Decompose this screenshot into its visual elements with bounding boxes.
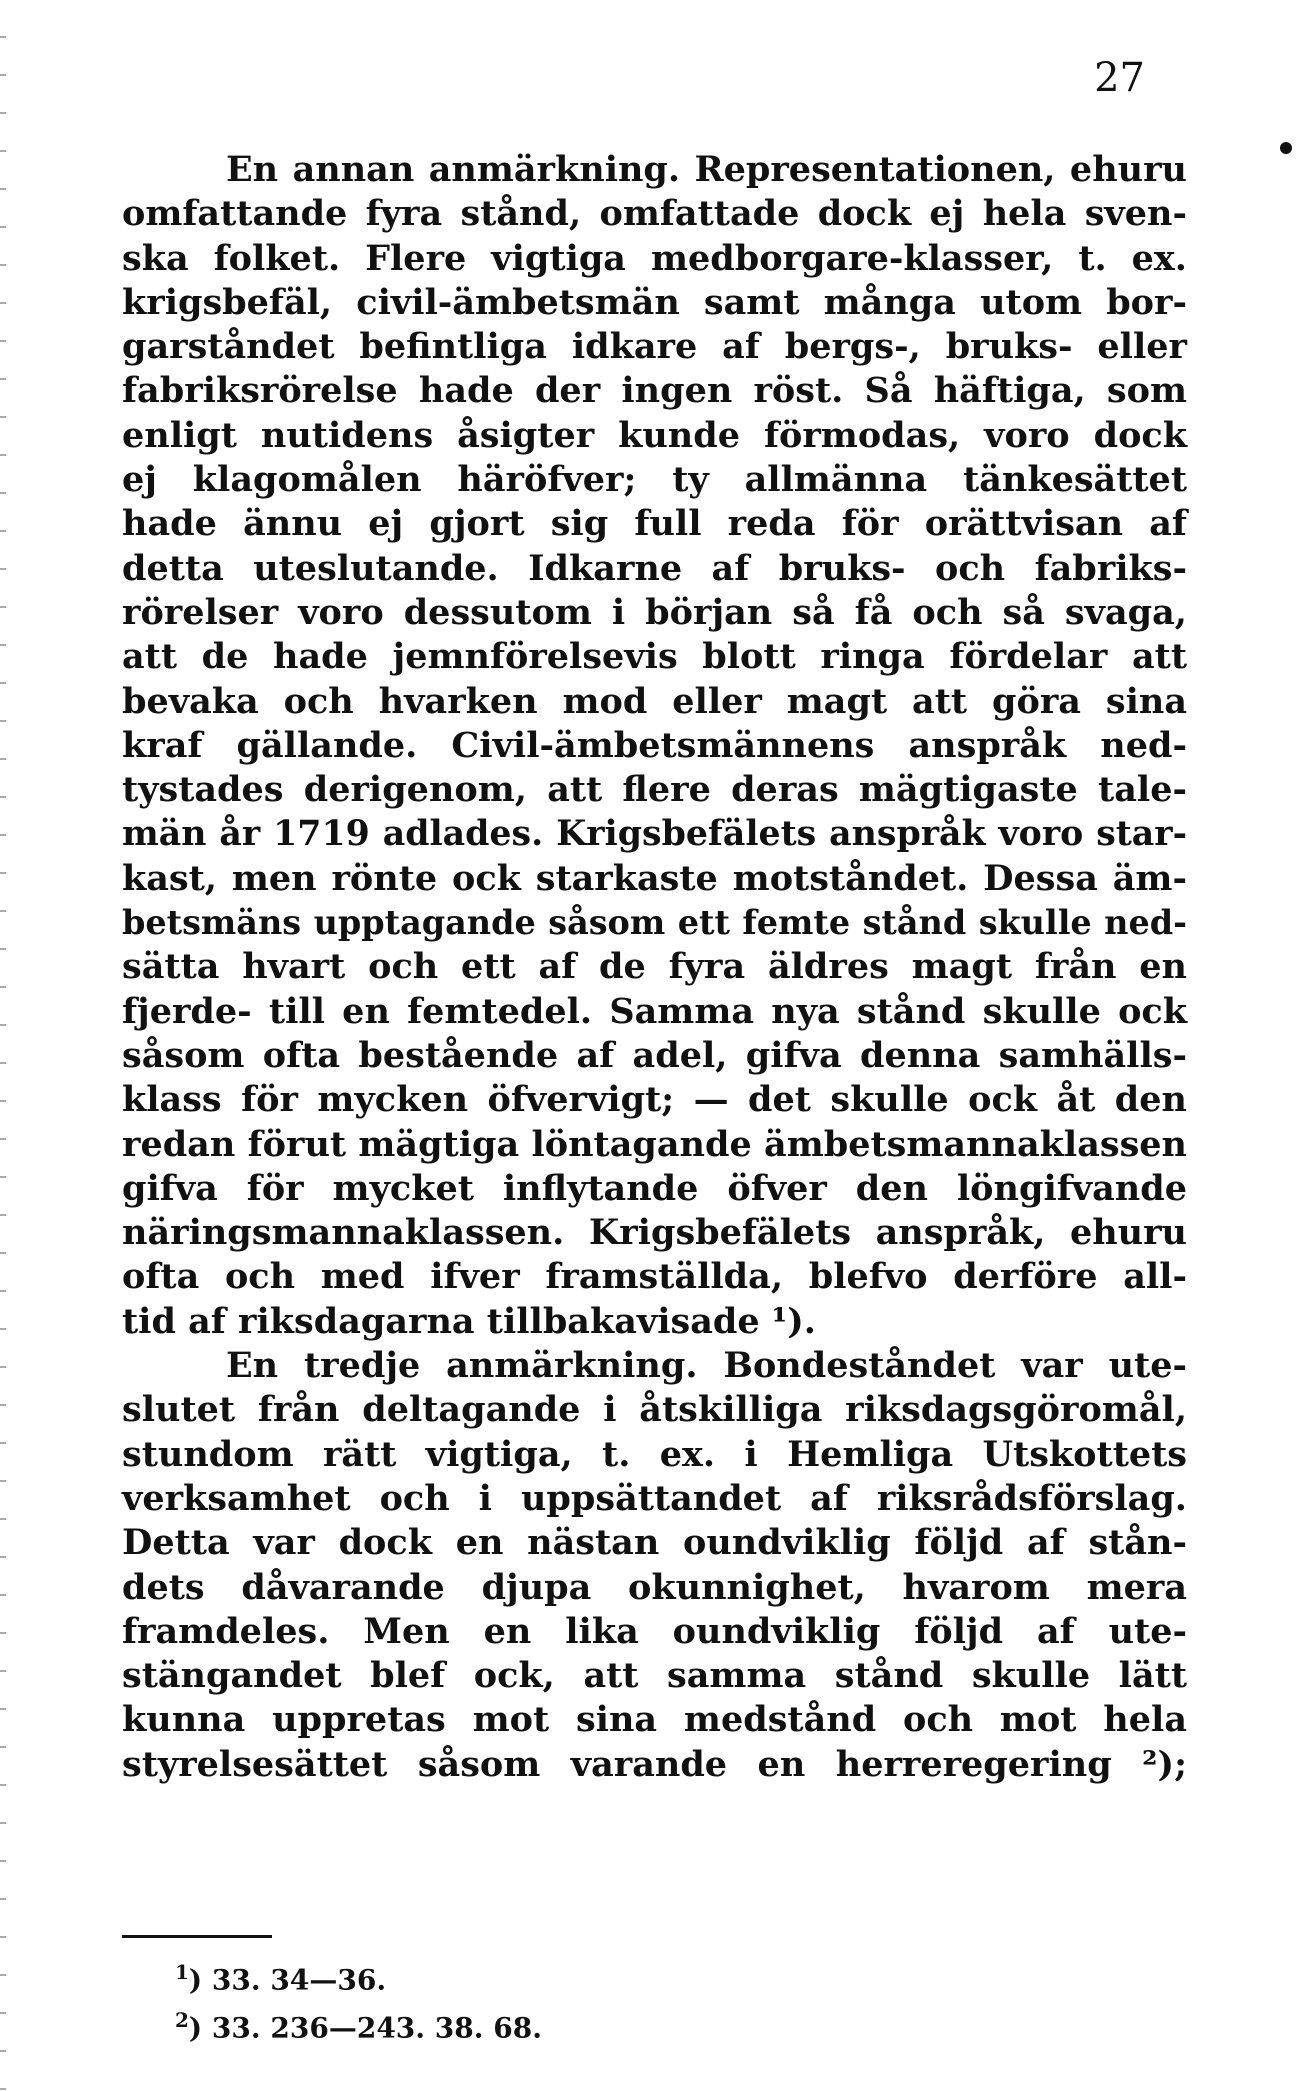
footnote-mark: 2 [175,2008,189,2033]
margin-dot [1280,142,1292,154]
text-line: hade ännu ej gjort sig full reda för orättvisan af [122,503,1187,545]
text-line: En annan anmärkning. Representationen, ehuru [226,149,1187,190]
text-line: att de hade jemnförelsevis blott ringa fördelar att [122,636,1187,678]
text-line: kast, men rönte ock starkaste motståndet. Dessa äm- [122,857,1187,899]
footnote-paren: ) [188,2011,212,2045]
text-line: verksamhet och i uppsättandet af riksrådsförslag. [122,1477,1187,1519]
text-line: enligt nutidens åsigter kunde förmodas, voro dock [122,414,1187,456]
footnotes [175,1952,542,2049]
text-line: sätta hvart och ett af de fyra äldres magt från en [122,946,1187,988]
footnote-paren: ) [188,1963,212,1997]
text-line: gifva för mycket inflytande öfver den löngifvande [122,1167,1187,1209]
text-line: framdeles. Men en lika oundviklig följd af ute- [122,1610,1187,1652]
text-line: omfattande fyra stånd, omfattade dock ej hela sven- [122,193,1187,235]
text-line: En tredje anmärkning. Bondeståndet var ute- [226,1345,1187,1387]
footnote-text: 33. 236—243. 38. 68. [211,2011,542,2045]
text-line: dets dåvarande djupa okunnighet, hvarom mera [122,1566,1187,1608]
text-line: krigsbefäl, civil-ämbetsmän samt många utom bor- [122,281,1187,323]
text-line: ej klagomålen häröfver; ty allmänna tänkesättet [122,459,1187,501]
text-line: rörelser voro dessutom i början så få och så svaga, [122,591,1187,633]
text-line: fjerde- till en femtedel. Samma nya stånd skulle ock [122,990,1187,1032]
footnote [175,2000,542,2048]
text-line: klass för mycken öfvervigt; — det skulle ock åt den [122,1079,1187,1121]
text-line: garståndet befintliga idkare af bergs-, bruks- eller [122,326,1187,368]
text-line: stundom rätt vigtiga, t. ex. i Hemliga Utskottets [122,1433,1187,1475]
text-line: ska folket. Flere vigtiga medborgare-klasser, t. ex. [122,237,1187,279]
text-line: tid af riksdagarna tillbakavisade ¹). [122,1300,816,1342]
text-line: detta uteslutande. Idkarne af bruks- och fabriks- [122,547,1187,589]
page-number: 27 [1094,55,1145,101]
text-line: stängandet blef ock, att samma stånd skulle lätt [122,1655,1187,1697]
text-line: ofta och med ifver framställda, blefvo derföre all- [122,1256,1187,1298]
text-line: betsmäns upptagande såsom ett femte stånd skulle ned- [122,903,1187,943]
text-line: redan förut mägtiga löntagande ämbetsmannaklassen [122,1123,1187,1165]
scan-margin-specks [0,0,6,2091]
text-line: slutet från deltagande i åtskilliga riksdagsgöromål, [122,1389,1187,1431]
body-text [122,148,1187,1787]
text-line: kraf gällande. Civil-ämbetsmännens anspråk ned- [122,724,1187,766]
text-line: såsom ofta bestående af adel, gifva denna samhälls- [122,1034,1187,1076]
text-line: fabriksrörelse hade der ingen röst. Så häftiga, som [122,370,1187,412]
text-line: styrelsesättet såsom varande en herreregering ²); [122,1743,1187,1785]
text-line: kunna uppretas mot sina medstånd och mot hela [122,1699,1187,1741]
text-line: bevaka och hvarken mod eller magt att göra sina [122,680,1187,722]
footnote-text: 33. 34—36. [211,1963,387,1997]
text-line: näringsmannaklassen. Krigsbefälets anspråk, ehuru [122,1212,1187,1254]
footnote [175,1952,542,2000]
footnote-divider [122,1935,272,1938]
text-line: tystades derigenom, att flere deras mägtigaste tale- [122,769,1187,811]
footnote-mark: 1 [175,1960,189,1984]
text-line: Detta var dock en nästan oundviklig följd af stån- [122,1522,1187,1564]
text-line: män år 1719 adlades. Krigsbefälets anspråk voro star- [122,813,1187,855]
